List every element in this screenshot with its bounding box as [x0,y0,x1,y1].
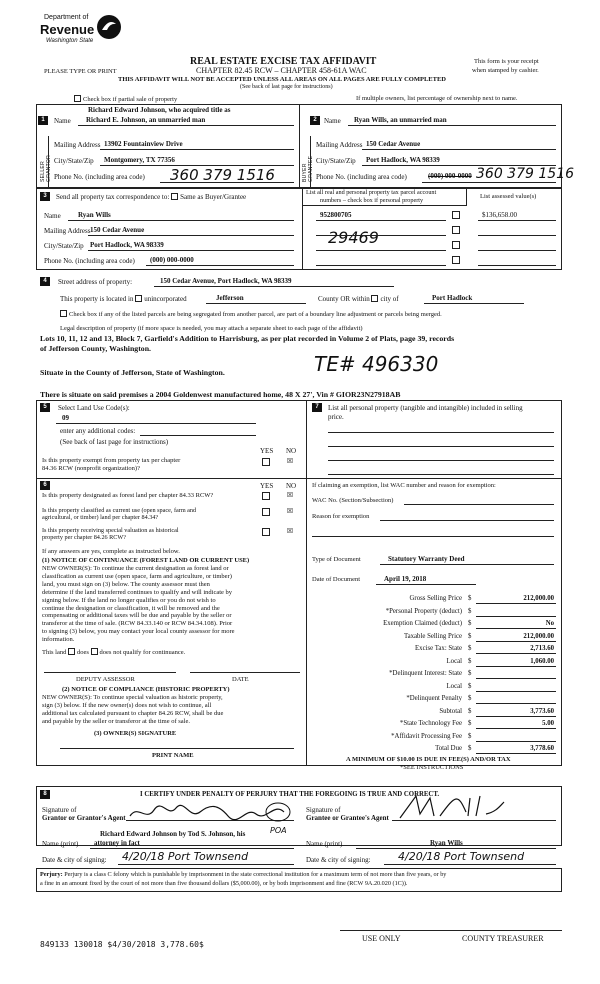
tax-row-dollar: $ [468,595,472,602]
notice-line: continue the designation or classification, it will be removed and the [42,604,220,612]
certify-statement: I CERTIFY UNDER PENALTY OF PERJURY THAT THE FOREGOING IS TRUE AND CORRECT. [140,791,440,798]
exempt-q1: Is this property exempt from property tax per chapter [42,457,181,464]
tax-row-label: Excise Tax: State [415,645,462,652]
tax-row-value: No [545,620,554,627]
tax-row-dollar: $ [468,745,472,752]
tax-row-value: 5.00 [542,720,554,727]
grantee-signature [396,792,506,822]
grantee-date-handwritten: 4/20/18 Port Townsend [398,850,525,863]
exempt-no-checkbox[interactable]: ☒ [286,457,294,465]
current-use-no-checkbox[interactable]: ☒ [286,507,294,515]
poa-handwritten: POA [270,826,287,835]
tax-row-dollar: $ [468,670,472,677]
dept-line3: Washington State [46,38,94,44]
receipt-note-2: when stamped by cashier. [472,67,539,74]
receipt-note-1: This form is your receipt [474,58,539,65]
assessed-value-1: $136,658.00 [482,211,517,219]
owner-signature-label: (3) OWNER(S) SIGNATURE [94,730,177,737]
tax-name: Ryan Wills [78,211,111,219]
tax-row-label: *State Technology Fee [399,720,462,727]
assessed-value-header: List assessed value(s) [480,193,537,200]
historic-q2: property per chapter 84.26 RCW? [42,534,127,541]
legal-label: Legal description of property (if more space is needed, you may attach a separate sheet to each page of the affidavit) [60,325,363,332]
forest-q: Is this property designated as forest land per chapter 84.33 RCW? [42,492,214,499]
reason-label: Reason for exemption [312,513,370,520]
buyer-phone-handwritten: 360 379 1516 [476,166,574,182]
located-in: This property is located in unincorporated [60,295,187,303]
buyer-phone-label: Phone No. (including area code) [316,173,407,181]
dor-logo [40,12,120,54]
additional-codes: enter any additional codes: [60,427,136,435]
notice-1-body [42,565,304,644]
exemption-label: If claiming an exemption, list WAC number and reason for exemption: [312,482,496,489]
historic-q1: Is this property receiving special valuation as historical [42,527,179,534]
section-6-badge: 6 [40,481,50,490]
section-5-badge: 5 [40,403,50,412]
unincorporated-checkbox[interactable] [135,295,142,302]
notice-line: additional tax calculated pursuant to chapter 84.26 RCW, shall be due [42,709,224,717]
section-3-badge: 3 [40,192,50,201]
notice-1-title: (1) NOTICE OF CONTINUANCE (FOREST LAND OR CURRENT USE) [42,557,250,564]
street-address: 150 Cedar Avenue, Port Hadlock, WA 98339 [160,277,292,285]
tax-row-label: *Affidavit Processing Fee [391,732,462,740]
tax-row-value: 2,713.60 [530,645,554,652]
grantor-print-2: attorney in fact [94,839,140,847]
legal-line-4: There is situate on said premises a 2004 Goldenwest manufactured home, 48 X 27', Vin # GIOR23N27918AB [40,390,401,399]
notice-line: transferor at the time of sale. (RCW 84.33.140 or RCW 84.34.108). Prior [42,620,233,628]
grantor-signature [128,800,298,824]
land-use-label: Select Land Use Code(s): [58,404,130,412]
parcels-header-2: numbers – check box if personal property [320,197,424,204]
notice-line: classification as current use (open space, farm and agriculture, or timber) [42,572,232,580]
use-only: USE ONLY [362,934,401,943]
tax-row-value: 212,000.00 [523,632,554,640]
grantor-print-1: Richard Edward Johnson by Tod S. Johnson, his [100,830,246,838]
perjury-line-1: Perjury: Perjury is a class C felony which is punishable by imprisonment in the state correctional institution for a maximum term of not more than five years, or by [40,871,447,878]
land-use-see-back: (See back of last page for instructions) [60,438,169,446]
type-or-print: PLEASE TYPE OR PRINT [44,68,117,75]
print-name-label: PRINT NAME [152,752,194,759]
receipt-stamp: 849133 130018 $4/30/2018 3,778.60$ [40,940,204,949]
section-8-badge: 8 [40,790,50,799]
grantor-date-label: Date & city of signing: [42,856,107,864]
buyer-phone-struck: (000) 000-0000 [428,172,472,180]
notice-2-title: (2) NOTICE OF COMPLIANCE (HISTORIC PROPERTY) [62,686,230,693]
current-use-yes-checkbox[interactable] [262,508,270,516]
segregated-checkbox[interactable] [60,310,67,317]
parcel-account-2-handwritten: 29469 [328,228,379,247]
tax-row-label: Taxable Selling Price [403,632,462,640]
tax-phone: (000) 000-0000 [150,256,194,264]
notice-line: and payable by the seller or transferor at the time of sale. [42,717,190,725]
tax-row-label: Exemption Claimed (deduct) [383,620,462,627]
notice-2-body [42,694,304,726]
partial-sale: Check box if partial sale of property [74,95,177,103]
partial-sale-checkbox[interactable] [74,95,81,102]
section-7-badge: 7 [312,403,322,412]
segregated-note: Check box if any of the listed parcels are being segregated from another parcel, are part of a boundary line adjustment or parcels being merged. [60,310,442,318]
tax-row-dollar: $ [468,645,472,652]
current-use-q2: agricultural, or timber) land per chapter 84.34? [42,514,159,521]
grantee-sig-label-1: Signature of [306,806,341,814]
tax-row-value: 212,000.00 [523,595,554,602]
tax-row-dollar: $ [468,607,472,615]
notice-line: information. [42,636,75,644]
notice-line: to signing (3) below, you may contact your local county assessor for more [42,628,235,636]
buyer-mailing-label: Mailing Address [316,141,363,149]
tax-row-dollar: $ [468,707,472,715]
tax-row-label: Subtotal [439,707,462,715]
grantee-print: Ryan Wills [430,839,463,847]
tax-row-dollar: $ [468,720,472,727]
seller-name-label: Name [54,117,71,125]
buyer-name: Ryan Wills, an unmarried man [354,116,447,124]
notice-line: compensating or additional taxes will be due and payable by the seller or [42,612,232,620]
does-not-checkbox[interactable] [91,648,98,655]
dor-logo-icon [96,14,122,40]
doc-date: April 19, 2018 [384,575,427,583]
this-land: This land does does not qualify for continuance. [42,649,186,656]
county-or-within: County OR within city of [318,295,399,303]
tax-mailing-label: Mailing Address [44,227,91,235]
exempt-q2: 84.36 RCW (nonprofit organization)? [42,465,140,472]
seller-side-label: SELLER GRANTOR [40,154,52,182]
seller-phone-label: Phone No. (including area code) [54,173,145,181]
seller-city-label: City/State/Zip [54,157,94,165]
same-as-buyer-checkbox[interactable] [171,193,178,200]
warning: THIS AFFIDAVIT WILL NOT BE ACCEPTED UNLESS ALL AREAS ON ALL PAGES ARE FULLY COMPLETED [118,76,446,83]
section-1-badge: 1 [38,116,48,125]
minimum-due-2: *SEE INSTRUCTIONS [400,764,464,771]
county-treasurer: COUNTY TREASURER [462,934,544,943]
section-6-yes: YES [260,482,274,490]
grantee-sig-label-2: Grantee or Grantee's Agent [306,814,389,822]
te-number-handwritten: TE# 496330 [314,352,439,376]
land-use-code: 09 [62,414,69,422]
seller-mailing-label: Mailing Address [54,141,101,149]
parcels-header-1: List all real and personal property tax parcel account [306,189,437,196]
buyer-city-label: City/State/Zip [316,157,356,165]
personal-property-checkbox-2[interactable] [452,226,460,234]
deputy-date: DATE [232,676,249,683]
county: Jefferson [216,294,244,302]
personal-property-checkbox-4[interactable] [452,256,460,264]
tax-row-label: Local [446,657,462,665]
seller-mailing: 13902 Fountainview Drive [104,140,183,148]
legal-line-3: Situate in the County of Jefferson, State of Washington. [40,368,225,377]
street-label: Street address of property: [58,278,133,286]
property-city: Port Hadlock [432,294,473,302]
tax-row-dollar: $ [468,632,472,640]
section-4-badge: 4 [40,277,50,286]
tax-row-value: 3,778.60 [530,745,554,752]
deputy-assessor: DEPUTY ASSESSOR [76,676,135,683]
tax-mailing: 150 Cedar Avenue [90,226,145,234]
notice-line: NEW OWNER(S): To continue special valuation as historic property, [42,694,223,701]
notice-line: land, you must sign on (3) below. The county assessor must then [42,580,210,588]
buyer-side-label: BUYER GRANTEE [302,155,314,182]
dept-line2: Revenue [40,22,95,37]
form-title: REAL ESTATE EXCISE TAX AFFIDAVIT [190,56,377,67]
forest-yes-checkbox[interactable] [262,492,270,500]
notice-line: sign (3) below. If the new owner(s) does not wish to continue, all [42,701,212,709]
grantor-name-label: Name (print) [42,840,79,848]
grantor-sig-label-1: Signature of [42,806,77,814]
tax-corr-label: Send all property tax correspondence to: Same as Buyer/Grantee [56,193,247,201]
section-7-label-2: price. [328,413,344,421]
notice-line: signing below. If the land no longer qualifies or you do not wish to [42,596,216,604]
if-yes-note: If any answers are yes, complete as instructed below. [42,548,180,555]
buyer-mailing: 150 Cedar Avenue [366,140,421,148]
buyer-city: Port Hadlock, WA 98339 [366,156,440,164]
personal-property-checkbox-3[interactable] [452,241,460,249]
forest-no-checkbox[interactable]: ☒ [286,491,294,499]
notice-line: determine if the land transferred continues to qualify and will indicate by [42,588,233,596]
land-use-yes: YES [260,447,274,455]
grantor-sig-label-2: Grantor or Grantor's Agent [42,814,126,822]
buyer-name-label: Name [324,117,341,125]
perjury-line-2: a fine in an amount fixed by the court of not more than five thousand dollars ($5,000.00), or by both imprisonment and fine (RCW 9A.20.020 (1C)). [40,880,408,887]
tax-row-dollar: $ [468,657,472,665]
tax-row-label: Total Due [435,745,462,752]
current-use-q1: Is this property classified as current use (open space, farm and [42,507,197,514]
tax-row-label: Gross Selling Price [409,595,462,602]
tax-row-dollar: $ [468,695,472,702]
seller-city: Montgomery, TX 77356 [104,156,175,164]
tax-row-label: *Delinquent Interest: State [389,670,462,677]
historic-yes-checkbox[interactable] [262,528,270,536]
tax-row-label: Local [446,682,462,690]
section-2-badge: 2 [310,116,320,125]
grantee-date-label: Date & city of signing: [306,856,371,864]
section-7-label-1: List all personal property (tangible and intangible) included in selling [328,404,523,412]
doc-date-label: Date of Document [312,576,361,583]
wac-label: WAC No. (Section/Subsection) [312,497,394,504]
tax-row-value: 1,060.00 [530,657,554,665]
does-checkbox[interactable] [68,648,75,655]
tax-row-label: *Personal Property (deduct) [385,607,462,615]
doc-type: Statutory Warranty Deed [388,555,465,563]
dept-line1: Department of [44,14,89,21]
land-use-no: NO [286,447,297,455]
legal-line-2: of Jefferson County, Washington. [40,344,151,353]
tax-phone-label: Phone No. (including area code) [44,257,135,265]
multiple-owners: If multiple owners, list percentage of ownership next to name. [356,95,518,102]
city-of-checkbox[interactable] [371,295,378,302]
tax-row-value: 3,773.60 [530,707,554,715]
statute: CHAPTER 82.45 RCW – CHAPTER 458-61A WAC [196,66,367,75]
grantor-date-handwritten: 4/20/18 Port Townsend [122,850,249,863]
minimum-due-1: A MINIMUM OF $10.00 IS DUE IN FEE(S) AND/OR TAX [346,756,511,763]
grantee-name-label: Name (print) [306,840,343,848]
section-6-no: NO [286,482,297,490]
historic-no-checkbox[interactable]: ☒ [286,527,294,535]
see-back: (See back of last page for instructions) [240,84,333,90]
personal-property-checkbox-1[interactable] [452,211,460,219]
tax-city-label: City/State/Zip [44,242,84,250]
tax-row-dollar: $ [468,682,472,690]
seller-name-line1: Richard Edward Johnson, who acquired title as [88,106,231,114]
doc-type-label: Type of Document [312,556,361,563]
legal-line-1: Lots 10, 11, 12 and 13, Block 7, Garfield's Addition to Harrisburg, as per plat recorded in Volume 2 of Plats, page 39, records [40,334,455,343]
tax-city: Port Hadlock, WA 98339 [90,241,164,249]
seller-phone-handwritten: 360 379 1516 [170,166,275,184]
exempt-yes-checkbox[interactable] [262,458,270,466]
parcel-account-1: 952800705 [320,211,352,219]
tax-row-dollar: $ [468,732,472,740]
tax-name-label: Name [44,212,61,220]
tax-row-label: *Delinquent Penalty [406,695,462,702]
tax-row-dollar: $ [468,620,472,627]
notice-line: NEW OWNER(S): To continue the current designation as forest land or [42,565,229,572]
seller-name: Richard E. Johnson, an unmarried man [86,116,206,124]
